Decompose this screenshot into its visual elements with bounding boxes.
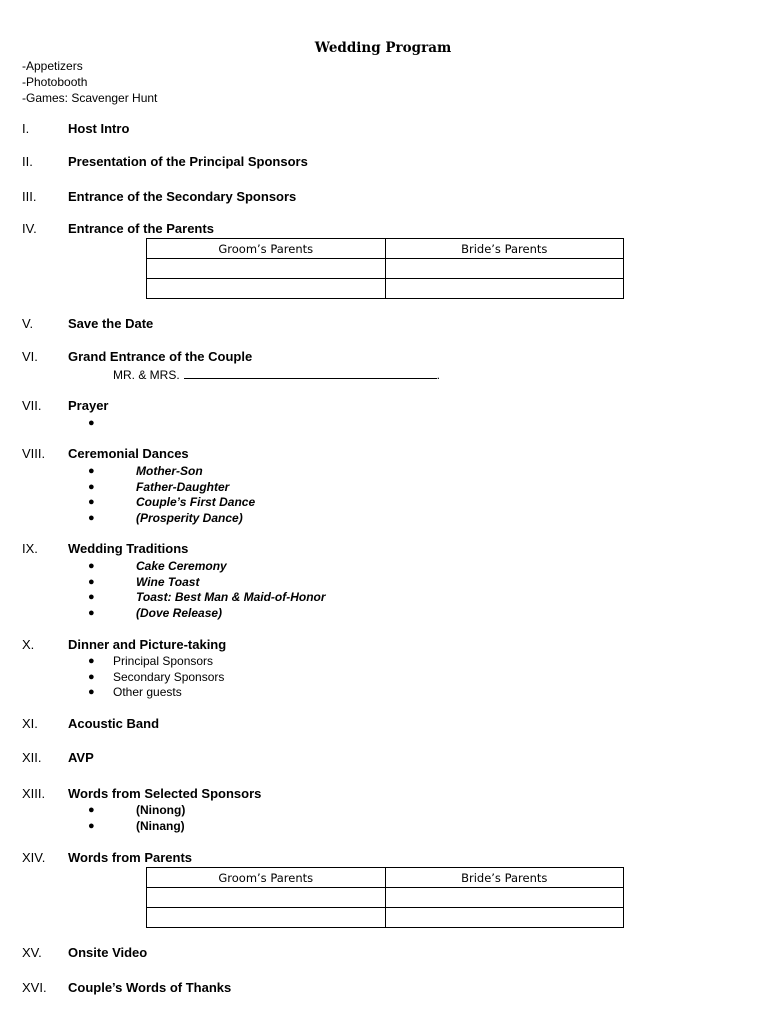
section-number: XIII. (22, 786, 46, 801)
section-number: V. (22, 316, 34, 331)
page-title: Wedding Program (314, 40, 452, 56)
table-cell (385, 908, 624, 928)
parents-table (146, 238, 624, 299)
list-item: Wine Toast (136, 575, 200, 589)
couple-name-line: MR. & MRS. . (113, 368, 441, 382)
section-heading: Prayer (68, 398, 109, 413)
section-number: XI. (22, 716, 38, 731)
list-item: Toast: Best Man & Maid-of-Honor (136, 590, 326, 604)
section-heading: Host Intro (68, 121, 130, 136)
list-item: (Dove Release) (136, 606, 223, 620)
bullet-icon: ● (88, 804, 95, 816)
table-cell (385, 259, 624, 279)
section-heading: Presentation of the Principal Sponsors (68, 154, 308, 169)
section-heading: Words from Selected Sponsors (68, 786, 262, 801)
section-number: XII. (22, 750, 42, 765)
section-heading: AVP (68, 750, 94, 765)
list-item: Other guests (113, 685, 182, 699)
section-heading: Wedding Traditions (68, 541, 189, 556)
section-heading: Ceremonial Dances (68, 446, 189, 461)
section-heading: Words from Parents (68, 850, 193, 865)
section-number: IV. (22, 221, 37, 236)
table-cell (385, 279, 624, 299)
bullet-icon: ● (88, 481, 95, 493)
section-heading: Dinner and Picture-taking (68, 637, 227, 652)
section-number: X. (22, 637, 35, 652)
bullet-icon: ● (88, 576, 95, 588)
parents-table (146, 867, 624, 928)
bullet-icon: ● (88, 607, 95, 619)
bullet-icon: ● (88, 820, 95, 832)
table-header-groom: Groom’s Parents (147, 239, 386, 259)
section-heading: Acoustic Band (68, 716, 160, 731)
preamble-item: -Photobooth (22, 75, 88, 89)
bullet-icon: ● (88, 686, 95, 698)
bullet-icon: ● (88, 496, 95, 508)
section-number: VI. (22, 349, 38, 364)
section-number: II. (22, 154, 33, 169)
table-cell (147, 279, 386, 299)
list-item: Father-Daughter (136, 480, 230, 494)
preamble-item: -Games: Scavenger Hunt (22, 91, 158, 105)
list-item: Mother-Son (136, 464, 203, 478)
table-header-groom: Groom’s Parents (147, 868, 386, 888)
section-heading: Entrance of the Parents (68, 221, 214, 236)
section-heading: Entrance of the Secondary Sponsors (68, 189, 297, 204)
section-number: VII. (22, 398, 42, 413)
section-number: I. (22, 121, 30, 136)
section-number: III. (22, 189, 37, 204)
list-item: (Prosperity Dance) (136, 511, 243, 525)
table-cell (385, 888, 624, 908)
list-item: Cake Ceremony (136, 559, 227, 573)
bullet-icon: ● (88, 655, 95, 667)
list-item: Secondary Sponsors (113, 670, 225, 684)
section-heading: Onsite Video (68, 945, 148, 960)
table-header-bride: Bride’s Parents (385, 868, 624, 888)
list-item: Principal Sponsors (113, 654, 214, 668)
list-item: (Ninang) (136, 819, 185, 833)
section-number: VIII. (22, 446, 46, 461)
section-heading: Grand Entrance of the Couple (68, 349, 253, 364)
section-number: XV. (22, 945, 42, 960)
section-number: XVI. (22, 980, 47, 995)
section-number: XIV. (22, 850, 46, 865)
table-cell (147, 888, 386, 908)
bullet-icon: ● (88, 512, 95, 524)
section-heading: Couple’s Words of Thanks (68, 980, 232, 995)
bullet-icon: ● (88, 417, 95, 429)
list-item: (Ninong) (136, 803, 186, 817)
preamble-item: -Appetizers (22, 59, 83, 73)
table-cell (147, 908, 386, 928)
table-header-bride: Bride’s Parents (385, 239, 624, 259)
bullet-icon: ● (88, 560, 95, 572)
section-number: IX. (22, 541, 38, 556)
table-cell (147, 259, 386, 279)
list-item: Couple’s First Dance (136, 495, 256, 509)
bullet-icon: ● (88, 591, 95, 603)
blank-line (184, 367, 437, 379)
bullet-icon: ● (88, 465, 95, 477)
bullet-icon: ● (88, 671, 95, 683)
section-heading: Save the Date (68, 316, 154, 331)
